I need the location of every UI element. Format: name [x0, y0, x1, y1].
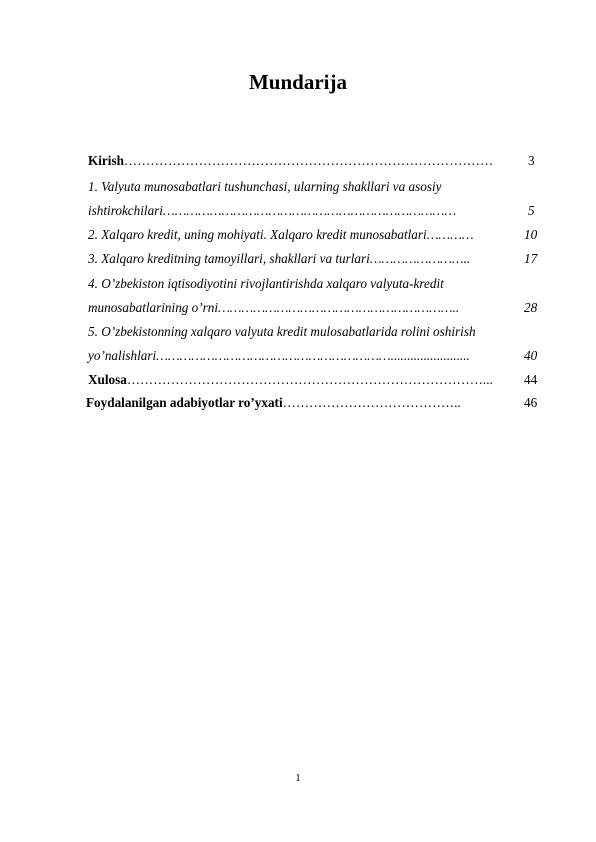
- toc-dots: ………………………………………………………………………...: [126, 372, 493, 387]
- toc-entry-kirish[interactable]: [88, 153, 493, 169]
- toc-entry-2[interactable]: [88, 227, 474, 243]
- toc-dots: …………………………………..: [282, 395, 461, 410]
- toc-entry-4-line2[interactable]: [88, 300, 459, 316]
- toc-page-number: 40: [524, 348, 538, 363]
- page-footer-number: 1: [295, 772, 301, 784]
- toc-entry-4-line1[interactable]: 4. O’zbekiston iqtisodiyotini rivojlantirishda xalqaro valyuta-kredit: [88, 276, 444, 291]
- toc-dots: …………………………………………………………………: [162, 203, 457, 218]
- toc-entry-1-line2[interactable]: [88, 203, 456, 219]
- toc-page-number: 44: [524, 372, 538, 387]
- toc-entry-1-line1[interactable]: 1. Valyuta munosabatlari tushunchasi, ularning shakllari va asosiy: [88, 179, 442, 194]
- toc-label: ishtirokchilari: [88, 203, 163, 218]
- toc-dots: …………: [426, 227, 474, 242]
- toc-dots: …………………………………………………………………………: [123, 153, 494, 168]
- toc-label: munosabatlarining o’rni: [88, 300, 219, 315]
- toc-label: 3. Xalqaro kreditning tamoyillari, shakllari va turlari: [88, 251, 370, 266]
- toc-page-number: 10: [524, 227, 538, 242]
- toc-page-number: 3: [528, 153, 535, 168]
- toc-dots: ……………………………………………………..: [218, 300, 460, 315]
- toc-label: yo’nalishlari: [88, 348, 157, 363]
- toc-label: 2. Xalqaro kredit, uning mohiyati. Xalqaro kredit munosabatlari: [88, 227, 427, 242]
- toc-entry-xulosa[interactable]: [88, 372, 493, 388]
- toc-heading: Kirish: [88, 153, 124, 168]
- toc-heading: Xulosa: [88, 372, 127, 387]
- toc-entry-3[interactable]: [88, 251, 470, 267]
- toc-page-number: 28: [524, 300, 538, 315]
- page-title: Mundarija: [248, 70, 347, 94]
- toc-page-number: 5: [528, 203, 535, 218]
- toc-page-number: 17: [524, 251, 538, 266]
- toc-dots: ……………………………………………………........................: [156, 348, 470, 363]
- toc-entry-5-line1[interactable]: 5. O’zbekistonning xalqaro valyuta kredit mulosabatlarida rolini oshirish: [88, 324, 476, 339]
- toc-entry-bibliography[interactable]: [86, 395, 461, 411]
- toc-heading: Foydalanilgan adabiyotlar ro’yxati: [86, 395, 283, 410]
- toc-dots: ……………………..: [369, 251, 471, 266]
- toc-page-number: 46: [524, 395, 538, 410]
- toc-entry-5-line2[interactable]: [88, 348, 470, 364]
